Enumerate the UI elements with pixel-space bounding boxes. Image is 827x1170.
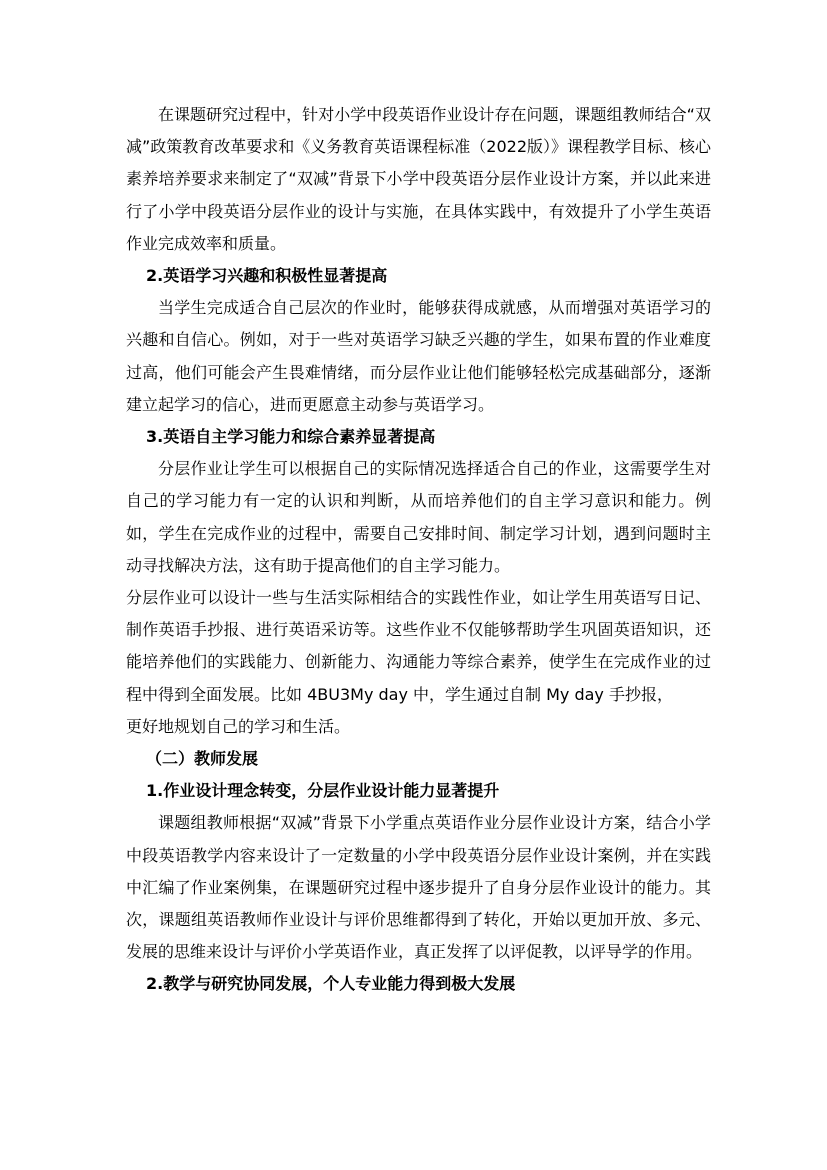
document-body xyxy=(126,99,711,1001)
paragraph-autonomy: 分层作业让学生可以根据自己的实际情况选择适合自己的作业，这需要学生对自己的学习能力有一定的认识和判断，从而培养他们的自主学习意识和能力。例如，学生在完成作业的过程中，需要自己安排时间、制定学习计划，遇到问题时主动寻找解决方法，这有助于提高他们的自主学习能力。 xyxy=(126,459,711,575)
paragraph-practice: 分层作业可以设计一些与生活实际相结合的实践性作业，如让学生用英语写日记、制作英语手抄报、进行英语采访等。这些作业不仅能够帮助学生巩固英语知识，还能培养他们的实践能力、创新能力、沟通能力等综合素养，使学生在完成作业的过程中得到全面发展。比如 4BU3My day 中，学生通过自制 My day 手抄报， xyxy=(126,588,711,704)
paragraph-interest: 当学生完成适合自己层次的作业时，能够获得成就感，从而增强对英语学习的兴趣和自信心。例如，对于一些对英语学习缺乏兴趣的学生，如果布置的作业难度过高，他们可能会产生畏难情绪，而分层作业让他们能够轻松完成基础部分，逐渐建立起学习的信心，进而更愿意主动参与英语学习。 xyxy=(126,298,711,414)
paragraph-design-ability: 课题组教师根据“双减”背景下小学重点英语作业分层作业设计方案，结合小学中段英语教学内容来设计了一定数量的小学中段英语分层作业设计案例，并在实践中汇编了作业案例集，在课题研究过程中逐步提升了自身分层作业设计的能力。其次，课题组英语教师作业设计与评价思维都得到了转化，开始以更加开放、多元、发展的思维来设计与评价小学英语作业，真正发挥了以评促教，以评导学的作用。 xyxy=(126,813,711,962)
heading-design-ability: 1.作业设计理念转变，分层作业设计能力显著提升 xyxy=(146,781,500,801)
heading-interest: 2.英语学习兴趣和积极性显著提高 xyxy=(146,266,388,286)
paragraph-practice-end: 更好地规划自己的学习和生活。 xyxy=(126,716,351,736)
heading-autonomy: 3.英语自主学习能力和综合素养显著提高 xyxy=(146,427,436,447)
paragraph-intro: 在课题研究过程中，针对小学中段英语作业设计存在问题，课题组教师结合“双减”政策教育改革要求和《义务教育英语课程标准（2022版）》课程教学目标、核心素养培养要求来制定了“双减”背景下小学中段英语分层作业设计方案，并以此来进行了小学中段英语分层作业的设计与实施，在具体实践中，有效提升了小学生英语作业完成效率和质量。 xyxy=(126,105,712,253)
section-heading-teacher: （二）教师发展 xyxy=(146,749,259,769)
heading-research: 2.教学与研究协同发展，个人专业能力得到极大发展 xyxy=(146,974,516,994)
